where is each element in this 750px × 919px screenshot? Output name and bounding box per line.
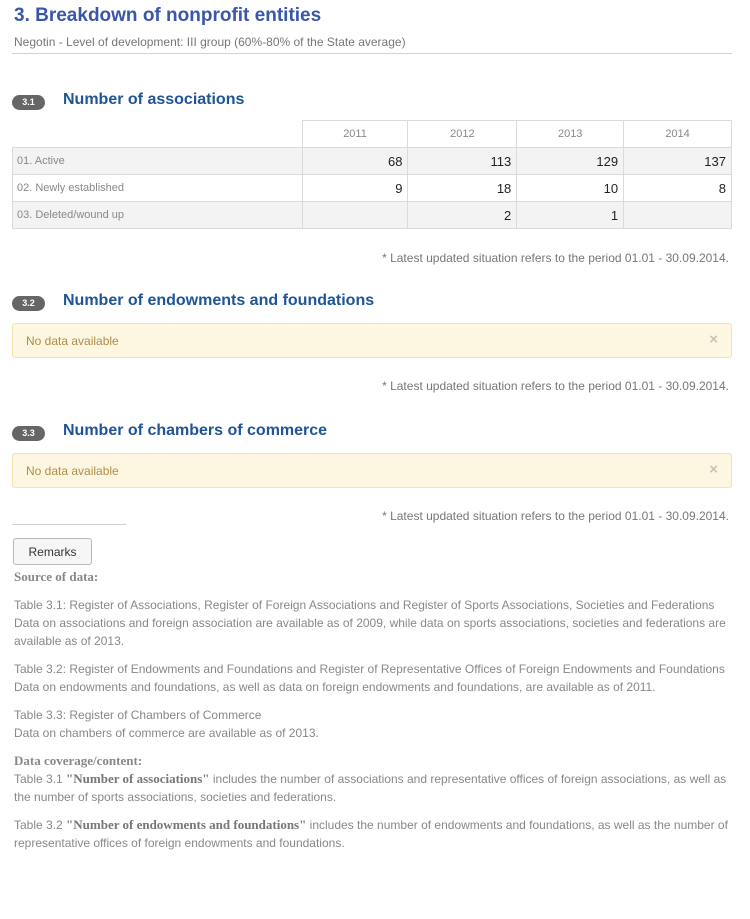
coverage-text: includes the number of endowments and foundations, as well as the number of representative offices of foreign endowments and foundations. — [14, 818, 728, 850]
section-badge: 3.1 — [12, 95, 45, 110]
table-cell: 18 — [408, 175, 517, 202]
section-badge: 3.2 — [12, 296, 45, 311]
section-badge: 3.3 — [12, 426, 45, 441]
table-row — [13, 148, 732, 175]
period-footnote: * Latest updated situation refers to the period 01.01 - 30.09.2014. — [382, 509, 729, 523]
source-item — [14, 706, 732, 742]
year-header: 2013 — [517, 121, 624, 148]
coverage-table-name: "Number of endowments and foundations" — [66, 817, 307, 832]
source-note: Data on associations and foreign association are available as of 2009, while data on sports associations, societies and federations are available as of 2013. — [14, 616, 726, 648]
year-header: 2011 — [302, 121, 408, 148]
source-note: Data on endowments and foundations, as well as data on foreign endowments and foundations, are available as of 2011. — [14, 680, 656, 694]
coverage-item — [14, 770, 732, 806]
row-label: 01. Active — [13, 148, 303, 175]
coverage-item — [14, 816, 732, 852]
remarks-button[interactable]: Remarks — [13, 538, 92, 565]
source-note: Data on chambers of commerce are available as of 2013. — [14, 726, 319, 740]
source-title: Table 3.2: Register of Endowments and Foundations and Register of Representative Offices of Foreign Endowments and Foundations — [14, 662, 725, 676]
table-cell: 10 — [517, 175, 624, 202]
coverage-prefix: Table 3.1 — [14, 772, 67, 786]
source-item — [14, 660, 732, 696]
table-cell: 137 — [624, 148, 732, 175]
table-cell: 2 — [408, 202, 517, 229]
remarks-panel — [14, 568, 732, 852]
table-header-row — [13, 121, 732, 148]
period-footnote: * Latest updated situation refers to the period 01.01 - 30.09.2014. — [382, 379, 729, 393]
page-title: 3. Breakdown of nonprofit entities — [14, 5, 322, 26]
coverage-text: includes the number of associations and representative offices of foreign associations, as well as the number of sports associations, societies and federations. — [14, 772, 727, 804]
table-row — [13, 202, 732, 229]
source-item — [14, 596, 732, 650]
row-label: 03. Deleted/wound up — [13, 202, 303, 229]
section-title: Number of associations — [63, 91, 245, 108]
table-cell: 9 — [302, 175, 408, 202]
associations-table — [12, 120, 732, 229]
coverage-prefix: Table 3.2 — [14, 818, 67, 832]
source-heading: Source of data: — [14, 569, 99, 584]
row-label: 02. Newly established — [13, 175, 303, 202]
remarks-divider — [12, 524, 126, 525]
section-title: Number of endowments and foundations — [63, 292, 375, 309]
year-header: 2012 — [408, 121, 517, 148]
table-corner — [13, 121, 303, 148]
table-cell: 113 — [408, 148, 517, 175]
table-cell: 1 — [517, 202, 624, 229]
coverage-heading: Data coverage/content: — [14, 753, 143, 768]
table-row — [13, 175, 732, 202]
coverage-table-name: "Number of associations" — [66, 771, 210, 786]
table-cell — [624, 202, 732, 229]
table-cell — [302, 202, 408, 229]
no-data-alert — [12, 323, 732, 358]
table-cell: 129 — [517, 148, 624, 175]
page-subtitle: Negotin - Level of development: III group (60%-80% of the State average) — [14, 35, 406, 49]
no-data-alert — [12, 453, 732, 488]
title-divider — [12, 53, 732, 54]
close-icon[interactable]: × — [709, 461, 718, 478]
source-title: Table 3.3: Register of Chambers of Commerce — [14, 708, 262, 722]
section-title: Number of chambers of commerce — [63, 422, 328, 439]
alert-message: No data available — [26, 334, 119, 348]
alert-message: No data available — [26, 464, 119, 478]
close-icon[interactable]: × — [709, 331, 718, 348]
source-title: Table 3.1: Register of Associations, Register of Foreign Associations and Register of Sports Associations, Societies and Federations — [14, 598, 715, 612]
year-header: 2014 — [624, 121, 732, 148]
table-cell: 8 — [624, 175, 732, 202]
period-footnote: * Latest updated situation refers to the period 01.01 - 30.09.2014. — [382, 251, 729, 265]
table-cell: 68 — [302, 148, 408, 175]
